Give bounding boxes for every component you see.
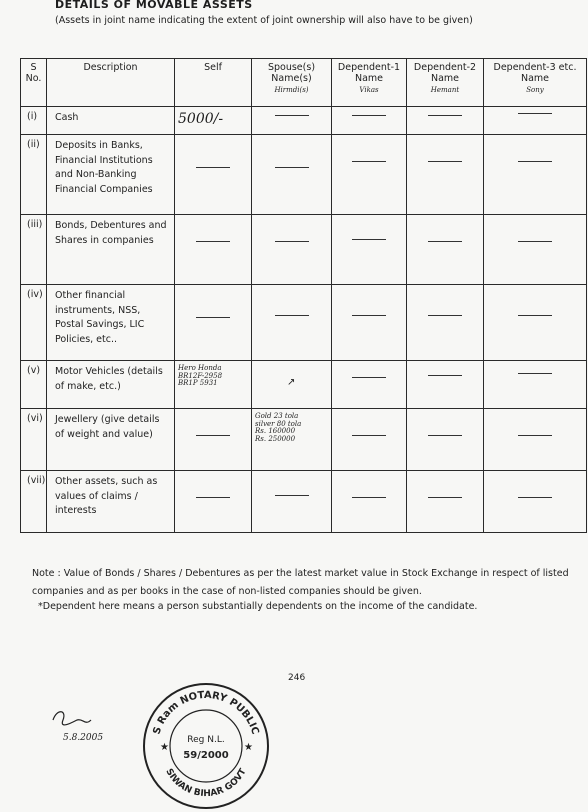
col-header-dep1-label: Dependent-1 Name xyxy=(337,62,401,84)
col-header-self: Self xyxy=(175,59,252,107)
row-description: Cash xyxy=(47,107,175,135)
cell-dep3 xyxy=(484,285,587,361)
cell-dep2 xyxy=(407,107,484,135)
cell-dep1 xyxy=(332,135,407,215)
cell-spouse xyxy=(252,215,332,285)
dash-mark xyxy=(518,113,552,114)
row-sno: (v) xyxy=(21,361,47,409)
col-header-dependent-2 xyxy=(407,59,484,107)
table-row xyxy=(21,361,587,409)
cell-dep3 xyxy=(484,215,587,285)
dash-mark xyxy=(518,161,552,162)
cell-self xyxy=(175,409,252,471)
dash-mark xyxy=(428,375,462,376)
cell-spouse xyxy=(252,471,332,533)
col-header-dep2-label: Dependent-2 Name xyxy=(413,62,477,84)
page-title: DETAILS OF MOVABLE ASSETS xyxy=(55,0,253,11)
cell-spouse xyxy=(252,135,332,215)
cell-dep2 xyxy=(407,285,484,361)
dash-mark xyxy=(352,435,386,436)
dash-mark xyxy=(518,315,552,316)
dash-mark xyxy=(518,435,552,436)
table-row xyxy=(21,409,587,471)
cell-dep3 xyxy=(484,135,587,215)
col-header-description: Description xyxy=(47,59,175,107)
table-row xyxy=(21,135,587,215)
dash-mark xyxy=(352,497,386,498)
cell-dep2 xyxy=(407,471,484,533)
dash-mark xyxy=(196,241,230,242)
dash-mark xyxy=(196,167,230,168)
cell-self xyxy=(175,135,252,215)
jewellery-line: Gold 23 tola xyxy=(255,412,299,420)
dash-mark xyxy=(275,315,309,316)
note-label: Note : xyxy=(32,568,61,579)
row-description: Bonds, Debentures and Shares in companies xyxy=(47,215,175,285)
signature-image xyxy=(45,700,125,760)
dash-mark xyxy=(428,241,462,242)
col-header-spouse xyxy=(252,59,332,107)
dash-mark xyxy=(428,315,462,316)
dash-mark xyxy=(196,435,230,436)
row-sno: (ii) xyxy=(21,135,47,215)
dash-mark xyxy=(196,497,230,498)
row-sno: (iii) xyxy=(21,215,47,285)
row-sno: (i) xyxy=(21,107,47,135)
table-row xyxy=(21,215,587,285)
spouse-name-handwritten: Hirmdi(s) xyxy=(274,85,309,94)
dep1-name-handwritten: Vikas xyxy=(359,85,379,94)
cell-dep3 xyxy=(484,361,587,409)
signature-date: 5.8.2005 xyxy=(63,733,104,743)
cell-dep1 xyxy=(332,361,407,409)
dash-mark xyxy=(428,435,462,436)
dash-mark xyxy=(518,497,552,498)
col-header-dependent-3 xyxy=(484,59,587,107)
dep3-name-handwritten: Sony xyxy=(526,85,544,94)
table-row xyxy=(21,471,587,533)
cell-self xyxy=(175,471,252,533)
cell-dep1 xyxy=(332,285,407,361)
cell-spouse xyxy=(252,361,332,409)
arrow-mark: ↗ xyxy=(287,377,296,388)
dash-mark xyxy=(518,373,552,374)
stamp-top-text: S Ram NOTARY PUBLIC xyxy=(151,689,261,736)
row-sno: (vi) xyxy=(21,409,47,471)
notary-stamp xyxy=(140,680,272,812)
cell-self xyxy=(175,361,252,409)
cell-dep3 xyxy=(484,107,587,135)
stamp-reg-number: 59/2000 xyxy=(183,750,229,761)
cash-amount-handwritten: 5000/- xyxy=(178,111,224,127)
star-icon: ★ xyxy=(244,742,253,753)
cell-dep2 xyxy=(407,135,484,215)
col-header-sno: S No. xyxy=(21,59,47,107)
cell-dep1 xyxy=(332,107,407,135)
row-sno: (iv) xyxy=(21,285,47,361)
table-row xyxy=(21,107,587,135)
dash-mark xyxy=(352,315,386,316)
market-value-note xyxy=(32,565,572,601)
dependent-definition-note: *Dependent here means a person substantially dependents on the income of the candidate. xyxy=(38,601,478,612)
cell-spouse xyxy=(252,409,332,471)
cell-dep2 xyxy=(407,361,484,409)
row-sno: (vii) xyxy=(21,471,47,533)
cell-dep2 xyxy=(407,409,484,471)
movable-assets-table xyxy=(20,58,587,533)
dash-mark xyxy=(352,377,386,378)
dash-mark xyxy=(428,161,462,162)
stamp-bottom-text: SIWAN BIHAR GOVT xyxy=(163,767,249,800)
page-number: 246 xyxy=(288,673,306,683)
row-description: Other assets, such as values of claims / interests xyxy=(47,471,175,533)
jewellery-line: Rs. 160000 xyxy=(255,427,296,436)
dash-mark xyxy=(352,161,386,162)
cell-dep1 xyxy=(332,409,407,471)
dash-mark xyxy=(352,239,386,240)
col-header-spouse-label: Spouse(s) Name(s) xyxy=(267,62,316,84)
row-description: Motor Vehicles (details of make, etc.) xyxy=(47,361,175,409)
dash-mark xyxy=(196,317,230,318)
dash-mark xyxy=(275,241,309,242)
dash-mark xyxy=(275,167,309,168)
table-header-row xyxy=(21,59,587,107)
page-subtitle: (Assets in joint name indicating the extent of joint ownership will also have to be given) xyxy=(55,15,473,26)
cell-self xyxy=(175,215,252,285)
cell-self xyxy=(175,107,252,135)
stamp-reg-label: Reg N.L. xyxy=(187,735,225,745)
table-row xyxy=(21,285,587,361)
cell-dep2 xyxy=(407,215,484,285)
cell-dep3 xyxy=(484,409,587,471)
cell-dep3 xyxy=(484,471,587,533)
dash-mark xyxy=(518,241,552,242)
cell-spouse xyxy=(252,285,332,361)
cell-dep1 xyxy=(332,215,407,285)
cell-self xyxy=(175,285,252,361)
dash-mark xyxy=(428,497,462,498)
star-icon: ★ xyxy=(160,742,169,753)
jewellery-line: silver 80 tola xyxy=(255,419,302,428)
vehicle-line: BR12F-2958 xyxy=(178,371,223,380)
dash-mark xyxy=(275,495,309,496)
dep2-name-handwritten: Hemant xyxy=(430,85,460,94)
col-header-dep3-label: Dependent-3 etc. Name xyxy=(493,62,577,84)
cell-dep1 xyxy=(332,471,407,533)
vehicle-line: BR1P 5931 xyxy=(178,379,218,388)
row-description: Other financial instruments, NSS, Postal Savings, LIC Policies, etc.. xyxy=(47,285,175,361)
dash-mark xyxy=(428,115,462,116)
dash-mark xyxy=(352,115,386,116)
vehicle-line: Hero Honda xyxy=(178,364,222,372)
row-description: Deposits in Banks, Financial Institutions and Non-Banking Financial Companies xyxy=(47,135,175,215)
jewellery-line: Rs. 250000 xyxy=(255,435,296,444)
row-description: Jewellery (give details of weight and value) xyxy=(47,409,175,471)
note-text: Value of Bonds / Shares / Debentures as per the latest market value in Stock Exchange in respect of listed companies and as per books in the case of non-listed companies should be given. xyxy=(32,568,569,598)
cell-spouse xyxy=(252,107,332,135)
col-header-dependent-1 xyxy=(332,59,407,107)
dash-mark xyxy=(275,115,309,116)
svg-text:SIWAN BIHAR GOVT xyxy=(163,766,249,799)
